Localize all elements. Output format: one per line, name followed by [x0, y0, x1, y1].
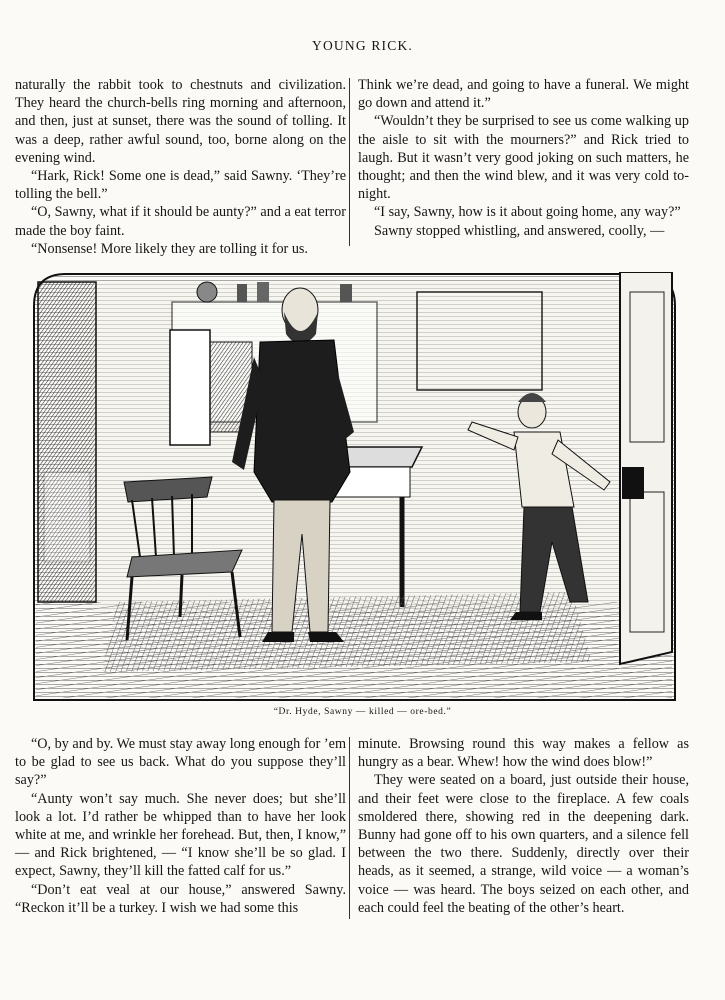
paragraph: Sawny stopped whistling, and answered, coolly, —: [374, 222, 665, 239]
paragraph: naturally the rabbit took to chestnuts and civilization. They heard the church-bells ring morning and afternoon, and then, just at sunset, there was the sound of tolling. It was a deep, rather awful sound, too, borne along on the evening wind.: [15, 77, 346, 166]
column-bottom-left: [15, 735, 346, 917]
paragraph: “Don’t eat veal at our house,” answered Sawny. “Reckon it’ll be a turkey. I wish we had some this: [15, 881, 346, 916]
paragraph: “O, Sawny, what if it should be aunty?” and a eat terror made the boy faint.: [15, 204, 346, 239]
paragraph: “Nonsense! More likely they are tolling it for us.: [31, 240, 308, 257]
column-bottom-right: [358, 735, 689, 917]
paragraph: “I say, Sawny, how is it about going home, any way?”: [374, 204, 681, 221]
paragraph: “Wouldn’t they be surprised to see us come walking up the aisle to sit with the mourners?” and Rick tried to laugh. But it wasn’t very good joking on such matters, he thought; and then the wind blew, and it was very cold to-night.: [358, 113, 689, 203]
paragraph: “O, by and by. We must stay away long enough for ’em to be glad to see us back. What do you suppose they’ll say?”: [15, 736, 346, 789]
paragraph: “Aunty won’t say much. She never does; but she’ll look a lot. I’d rather be whipped than to have her look white at me, and wrinkle her forehead. But, then, I know,” — and Rick brightened, — “I know she’ll be so glad. I expect, Sawny, they’ll kill the fatted calf for us.”: [15, 790, 346, 880]
running-head: YOUNG RICK.: [312, 38, 413, 53]
engraving-illustration: [32, 272, 677, 702]
paragraph: “Hark, Rick! Some one is dead,” said Sawny. ‘They’re tolling the bell.”: [15, 168, 346, 203]
figure-caption: “Dr. Hyde, Sawny — killed — ore-bed.”: [273, 707, 452, 717]
engraving-drawing: [32, 272, 677, 702]
paragraph: Think we’re dead, and going to have a funeral. We might go down and attend it.”: [358, 77, 689, 112]
paragraph: minute. Browsing round this way makes a fellow as hungry as a bear. Whew! how the wind does blow!”: [358, 736, 689, 771]
column-top-left: [15, 76, 346, 258]
paragraph: They were seated on a board, just outside their house, and their feet were close to the fireplace. A few coals smoldered there, showing red in the deepening dark. Bunny had gone off to his own quarters, and a silence fell between the two there. Suddenly, directly over their heads, as it seemed, a strange, wild voice — a woman’s voice — was heard. The boys seized on each other, and each could feel the beating of the other’s heart.: [358, 772, 689, 916]
column-divider: [349, 737, 350, 919]
column-divider: [349, 78, 350, 246]
column-top-right: [358, 76, 689, 240]
